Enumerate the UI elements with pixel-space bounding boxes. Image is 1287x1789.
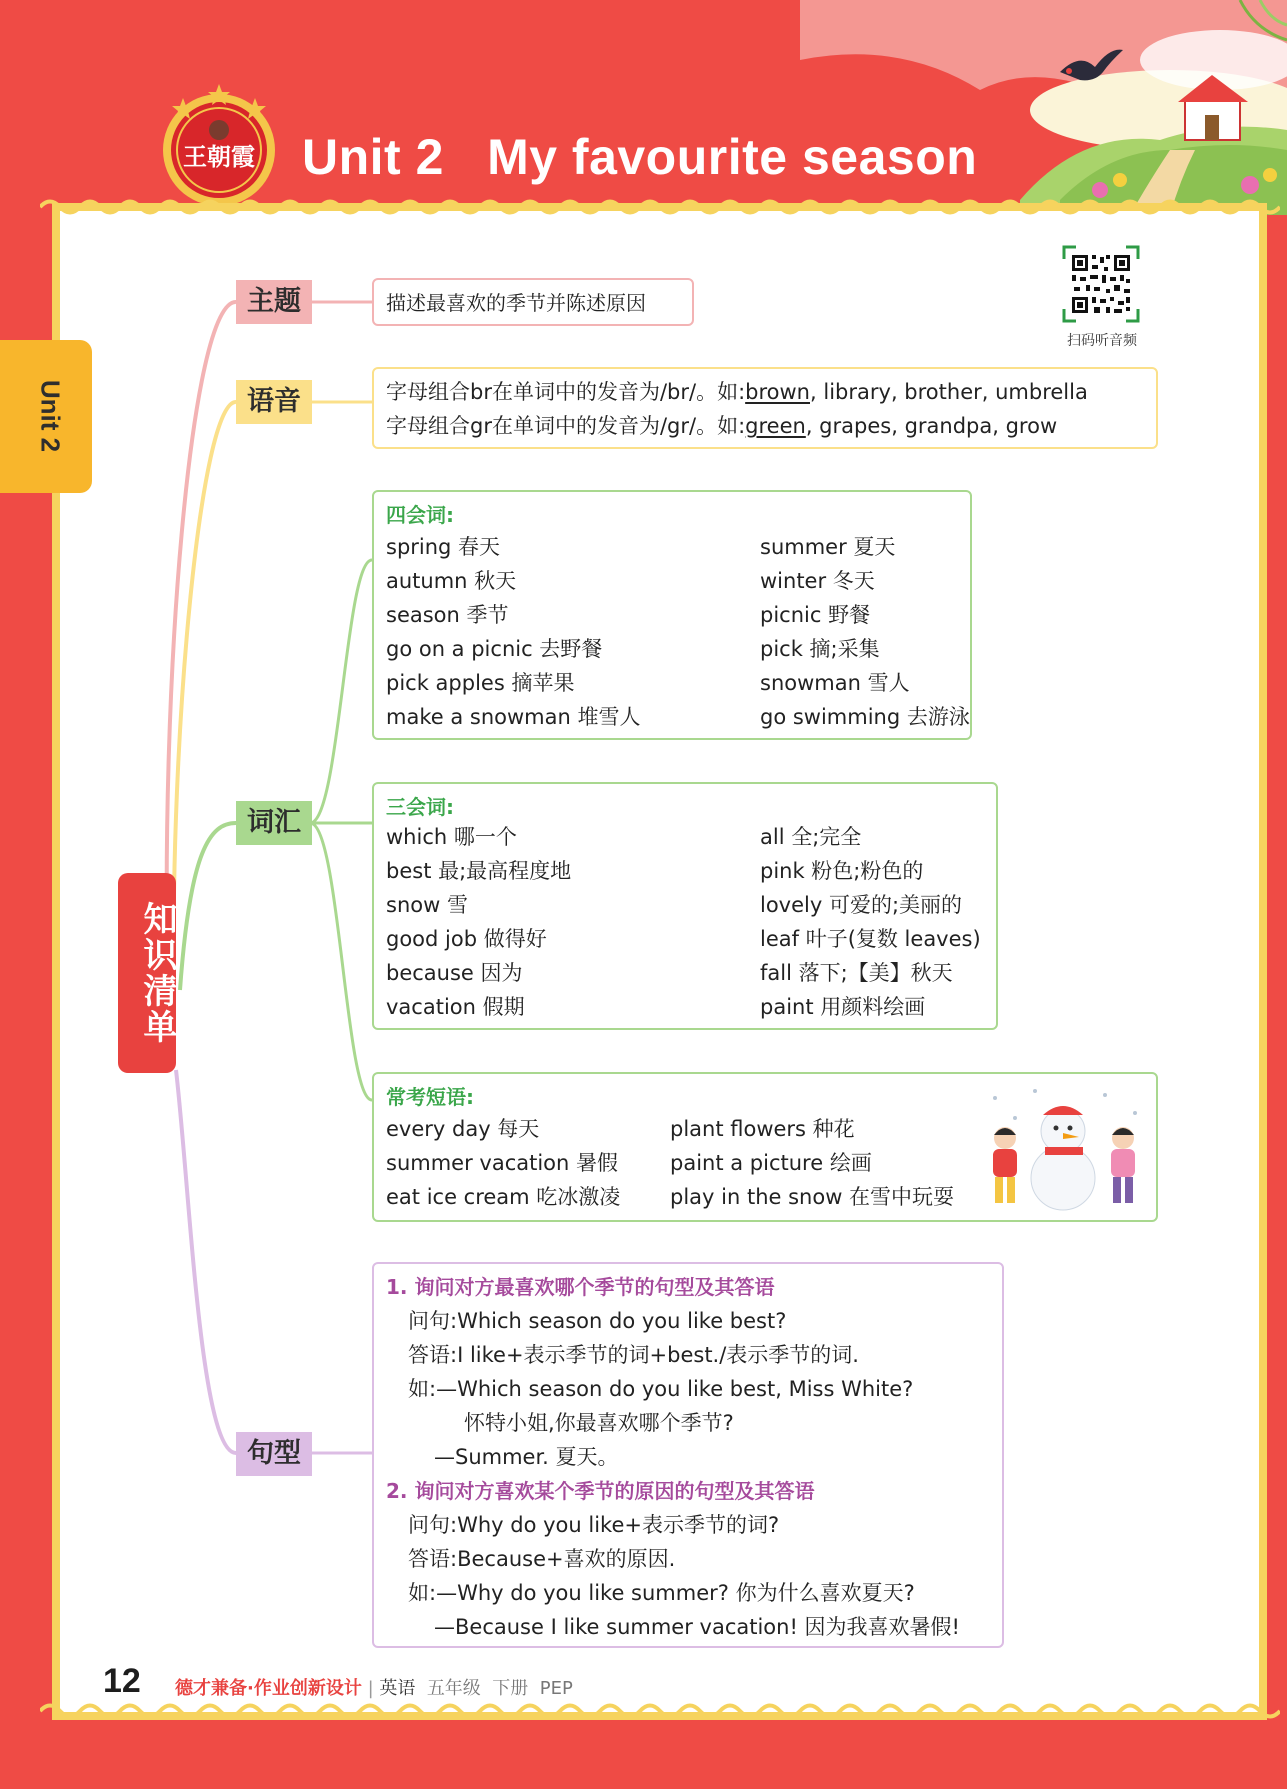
phonics-box xyxy=(372,367,1158,449)
theme-content: 描述最喜欢的季节并陈述原因 xyxy=(386,291,646,315)
footer-series-name: 德才兼备·作业创新设计 xyxy=(175,1678,362,1699)
phrase-item: plant flowers 种花 xyxy=(670,1117,855,1141)
vocab-item: autumn 秋天 xyxy=(386,569,517,593)
sentence-2-reply: —Because I like summer vacation! 因为我喜欢暑假! xyxy=(434,1615,960,1639)
vocab-item: paint 用颜料绘画 xyxy=(760,995,926,1019)
unit-side-tab-label: Unit 2 xyxy=(35,379,66,453)
phrases-left xyxy=(386,1112,620,1214)
vocab-item: go on a picnic 去野餐 xyxy=(386,637,603,661)
logo-text: 王朝霞 xyxy=(183,143,255,171)
three-skill-heading: 三会词: xyxy=(386,795,454,819)
sentence-1-question: 问句:Which season do you like best? xyxy=(408,1309,787,1333)
phonics-line-br: 字母组合br在单词中的发音为/br/。如:brown, library, brother, umbrella xyxy=(386,380,1088,404)
swallow-icon xyxy=(1055,42,1125,92)
four-skill-heading: 四会词: xyxy=(386,503,454,527)
phrases-heading: 常考短语: xyxy=(386,1085,474,1109)
vocab-item: all 全;完全 xyxy=(760,825,862,849)
phrase-item: paint a picture 绘画 xyxy=(670,1151,872,1175)
three-skill-words-box xyxy=(372,782,998,1030)
vocab-item: make a snowman 堆雪人 xyxy=(386,705,641,729)
mindmap-root xyxy=(118,873,176,1073)
phonics-word: brother xyxy=(904,380,982,404)
phonics-gr-prefix: 字母组合gr在单词中的发音为/gr/。如: xyxy=(386,414,746,438)
four-skill-left xyxy=(386,530,640,734)
vocab-item: pick apples 摘苹果 xyxy=(386,671,575,695)
sentence-2-answer: 答语:Because+喜欢的原因. xyxy=(408,1547,676,1571)
phonics-line-gr: 字母组合gr在单词中的发音为/gr/。如:green, grapes, grandpa, grow xyxy=(386,414,1058,438)
vocab-item: because 因为 xyxy=(386,961,523,985)
phrase-item: every day 每天 xyxy=(386,1117,540,1141)
branch-sentences: 句型 xyxy=(236,1432,312,1476)
brand-logo xyxy=(158,80,280,210)
vocab-item: snowman 雪人 xyxy=(760,671,910,695)
vocab-item: winter 冬天 xyxy=(760,569,875,593)
sentence-1-answer: 答语:I like+表示季节的词+best./表示季节的词. xyxy=(408,1343,859,1367)
phonics-word: umbrella xyxy=(995,380,1088,404)
three-skill-right xyxy=(760,820,981,1024)
phrase-item: eat ice cream 吃冰激凌 xyxy=(386,1185,621,1209)
sentence-2-question: 问句:Why do you like+表示季节的词? xyxy=(408,1513,780,1537)
sentences-box xyxy=(372,1262,1004,1648)
vocab-item: best 最;最高程度地 xyxy=(386,859,572,883)
vocab-item: lovely 可爱的;美丽的 xyxy=(760,893,963,917)
vocab-item: snow 雪 xyxy=(386,893,468,917)
sentence-1-example-cn: 怀特小姐,你最喜欢哪个季节? xyxy=(464,1411,734,1435)
vocab-item: pick 摘;采集 xyxy=(760,637,880,661)
branch-phonics: 语音 xyxy=(236,380,312,424)
phrase-item: play in the snow 在雪中玩耍 xyxy=(670,1185,955,1209)
phrase-item: summer vacation 暑假 xyxy=(386,1151,619,1175)
house-illustration xyxy=(1020,0,1287,215)
theme-box xyxy=(372,278,694,326)
phonics-word: grandpa xyxy=(904,414,993,438)
page-title: Unit 2 My favourite season xyxy=(302,129,978,185)
vocab-item: fall 落下;【美】秋天 xyxy=(760,961,953,985)
footer-subject: 英语 xyxy=(379,1678,416,1699)
four-skill-words-box xyxy=(372,490,972,740)
mindmap-root-label: 知识清单 xyxy=(137,901,177,1045)
phonics-word: brown xyxy=(745,380,810,404)
wave-border-bottom xyxy=(40,1700,1280,1722)
sentence-2-example: 如:—Why do you like summer? 你为什么喜欢夏天? xyxy=(408,1581,915,1605)
branch-vocab: 词汇 xyxy=(236,801,312,845)
qr-label: 扫码听音频 xyxy=(1067,332,1137,348)
page-number: 12 xyxy=(103,1662,141,1700)
phonics-word: grapes xyxy=(819,414,892,438)
vocab-item: which 哪一个 xyxy=(386,825,517,849)
footer-series: 德才兼备·作业创新设计 | 英语 五年级 下册 PEP xyxy=(175,1678,573,1699)
sentence-2-heading: 2. 询问对方喜欢某个季节的原因的句型及其答语 xyxy=(386,1479,815,1503)
three-skill-left xyxy=(386,820,571,1024)
phonics-word: green xyxy=(745,414,806,438)
four-skill-right xyxy=(760,530,970,734)
vocab-item: spring 春天 xyxy=(386,535,501,559)
vocab-item: vacation 假期 xyxy=(386,995,525,1019)
footer-grade: 五年级 xyxy=(426,1678,481,1699)
vocab-item: leaf 叶子(复数 leaves) xyxy=(760,927,981,951)
phonics-word: grow xyxy=(1005,414,1058,438)
vocab-item: pink 粉色;粉色的 xyxy=(760,859,924,883)
snowman-kids-illustration xyxy=(975,1083,1147,1215)
mindmap-connectors xyxy=(150,290,380,1480)
phrases-right xyxy=(670,1112,954,1214)
vocab-item: season 季节 xyxy=(386,603,509,627)
sentence-1-heading: 1. 询问对方最喜欢哪个季节的句型及其答语 xyxy=(386,1275,775,1299)
phonics-word: library xyxy=(823,380,891,404)
sentence-1-reply: —Summer. 夏天。 xyxy=(434,1445,619,1469)
branch-theme: 主题 xyxy=(236,280,312,324)
footer-edition: PEP xyxy=(539,1678,573,1699)
vocab-item: summer 夏天 xyxy=(760,535,896,559)
qr-code-icon[interactable] xyxy=(1062,245,1140,323)
vocab-item: go swimming 去游泳 xyxy=(760,705,970,729)
wave-border-top xyxy=(40,196,1280,218)
phonics-br-prefix: 字母组合br在单词中的发音为/br/。如: xyxy=(386,380,746,404)
vocab-item: good job 做得好 xyxy=(386,927,547,951)
vocab-item: picnic 野餐 xyxy=(760,603,871,627)
footer-volume: 下册 xyxy=(492,1678,529,1699)
sentence-1-example: 如:—Which season do you like best, Miss White? xyxy=(408,1377,914,1401)
